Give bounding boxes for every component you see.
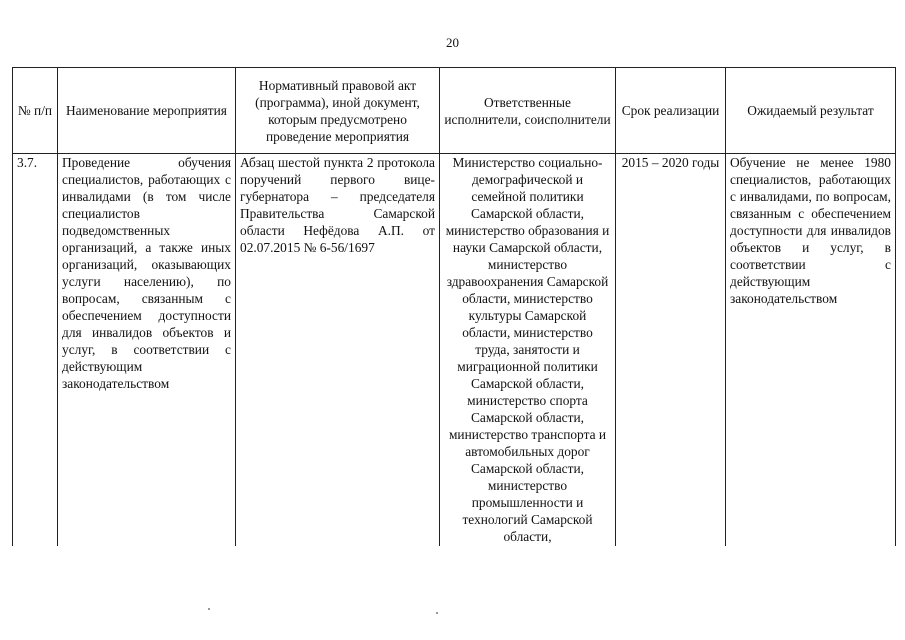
row-period: 2015 – 2020 годы (616, 154, 726, 547)
row-number: 3.7. (13, 154, 58, 547)
header-measure-name: Наименование мероприятия (58, 68, 236, 154)
scan-speck (436, 612, 438, 614)
row-legal-act: Абзац шестой пункта 2 протокола поручений первого вице-губернатора – председателя Правительства Самарской области Нефёдова А.П. от 02.07.2015 № 6-56/1697 (236, 154, 440, 547)
table-row (13, 154, 896, 547)
table-header-row (13, 68, 896, 154)
header-expected-result: Ожидаемый результат (726, 68, 896, 154)
header-period: Срок реализации (616, 68, 726, 154)
header-number: № п/п (13, 68, 58, 154)
row-measure-name: Проведение обучения специалистов, работающих с инвалидами (в том числе специалистов подведомственных организаций, а также иных организаций, оказывающих услуги населению), по вопросам, связанным с обеспечением доступности для инвалидов объектов и услуг, в соответствии с действующим законодательством (58, 154, 236, 547)
measures-table (12, 67, 896, 546)
row-expected-result: Обучение не менее 1980 специалистов, работающих с инвалидами, по вопросам, связанным с обеспечением доступности для инвалидов объектов и услуг, в соответствии с действующим законодательством (726, 154, 896, 547)
scan-speck (208, 608, 210, 610)
page-number: 20 (446, 35, 459, 50)
row-executors: Министерство социально-демографической и семейной политики Самарской области, министерство образования и науки Самарской области, министерство здравоохранения Самарской области, министерство культуры Самарской области, министерство труда, занятости и миграционной политики Самарской области, министерство спорта Самарской области, министерство транспорта и автомобильных дорог Самарской области, министерство промышленности и технологий Самарской области, (440, 154, 616, 547)
header-legal-act: Нормативный правовой акт (программа), иной документ, которым предусмотрено проведение мероприятия (236, 68, 440, 154)
header-executors: Ответственные исполнители, соисполнители (440, 68, 616, 154)
